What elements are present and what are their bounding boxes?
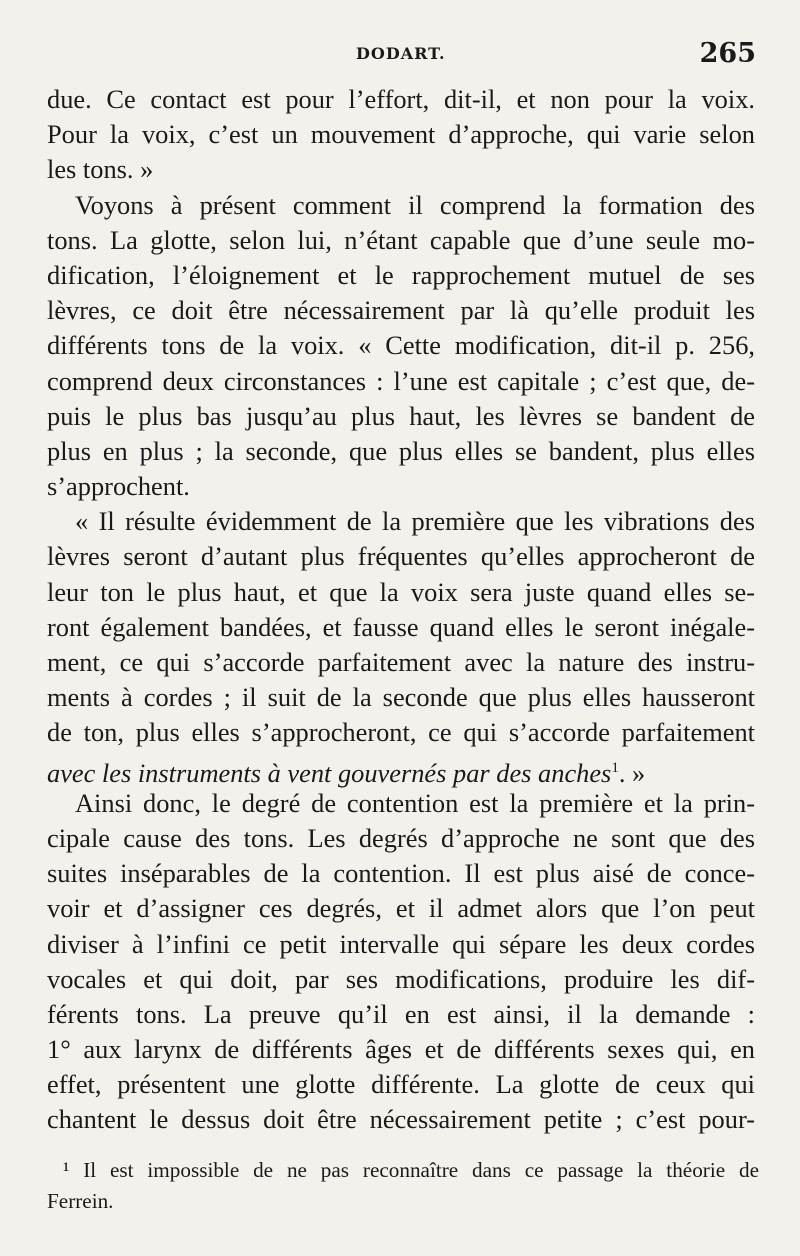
text-line: due. Ce contact est pour l’effort, dit-il, et non pour la voix.: [47, 84, 755, 114]
quote-close: . »: [618, 757, 646, 788]
text-line: différents tons de la voix. « Cette modification, dit-il p. 256,: [47, 330, 755, 361]
text-line: « Il résulte évidemment de la première que les vibrations des: [75, 506, 755, 537]
text-line-italic: [47, 751, 755, 786]
text-line: suites inséparables de la contention. Il est plus aisé de conce-: [47, 858, 755, 889]
running-head-title: DODART.: [356, 44, 446, 63]
italic-phrase: avec les instruments à vent gouvernés par des anches: [47, 757, 612, 788]
text-line: lèvres seront d’autant plus fréquentes qu’elles approcheront de: [47, 541, 755, 572]
text-line: leur ton le plus haut, et que la voix sera juste quand elles se-: [47, 576, 755, 607]
text-line: voir et d’assigner ces degrés, et il admet alors que l’on peut: [47, 893, 755, 924]
body-text: [47, 82, 755, 1138]
text-line: effet, présentent une glotte différente. La glotte de ceux qui: [47, 1069, 755, 1100]
text-line: Pour la voix, c’est un mouvement d’approche, qui varie selon: [47, 119, 755, 150]
text-line: Voyons à présent comment il comprend la formation des: [75, 189, 755, 220]
footnote: [47, 1155, 759, 1217]
text-line: les tons. »: [47, 154, 154, 185]
text-line: Ainsi donc, le degré de contention est la première et la prin-: [75, 787, 755, 818]
text-line: puis le plus bas jusqu’au plus haut, les lèvres se bandent de: [47, 400, 755, 431]
text-line: lèvres, ce doit être nécessairement par là qu’elle produit les: [47, 295, 755, 326]
footnote-ref: 1: [611, 759, 619, 776]
text-line: diviser à l’infini ce petit intervalle qui sépare les deux cordes: [47, 928, 755, 959]
footnote-line: Ferrein.: [47, 1189, 114, 1213]
text-line: vocales et qui doit, par ses modifications, produire les dif-: [47, 963, 755, 994]
text-line: ront également bandées, et fausse quand elles le seront inégale-: [47, 611, 755, 642]
text-line: 1° aux larynx de différents âges et de différents sexes qui, en: [47, 1034, 755, 1065]
text-line: s’approchent.: [47, 471, 190, 502]
footnote-line: ¹ Il est impossible de ne pas reconnaître dans ce passage la théorie de: [63, 1158, 759, 1182]
text-line: férents tons. La preuve qu’il en est ainsi, il la demande :: [47, 998, 755, 1029]
text-line: plus en plus ; la seconde, que plus elles se bandent, plus elles: [47, 435, 755, 466]
text-line: chantent le dessus doit être nécessairement petite ; c’est pour-: [47, 1104, 755, 1135]
text-line: dification, l’éloignement et le rapprochement mutuel de ses: [47, 259, 755, 290]
text-line: ments à cordes ; il suit de la seconde que plus elles hausseront: [47, 682, 755, 713]
text-line: cipale cause des tons. Les degrés d’approche ne sont que des: [47, 822, 755, 853]
running-head: [0, 36, 800, 76]
text-line: tons. La glotte, selon lui, n’étant capable que d’une seule mo-: [47, 224, 755, 255]
text-line: de ton, plus elles s’approcheront, ce qui s’accorde parfaitement: [47, 717, 755, 748]
page-number: 265: [699, 38, 756, 69]
text-line: ment, ce qui s’accorde parfaitement avec la nature des instru-: [47, 647, 755, 677]
text-line: comprend deux circonstances : l’une est capitale ; c’est que, de-: [47, 365, 755, 396]
